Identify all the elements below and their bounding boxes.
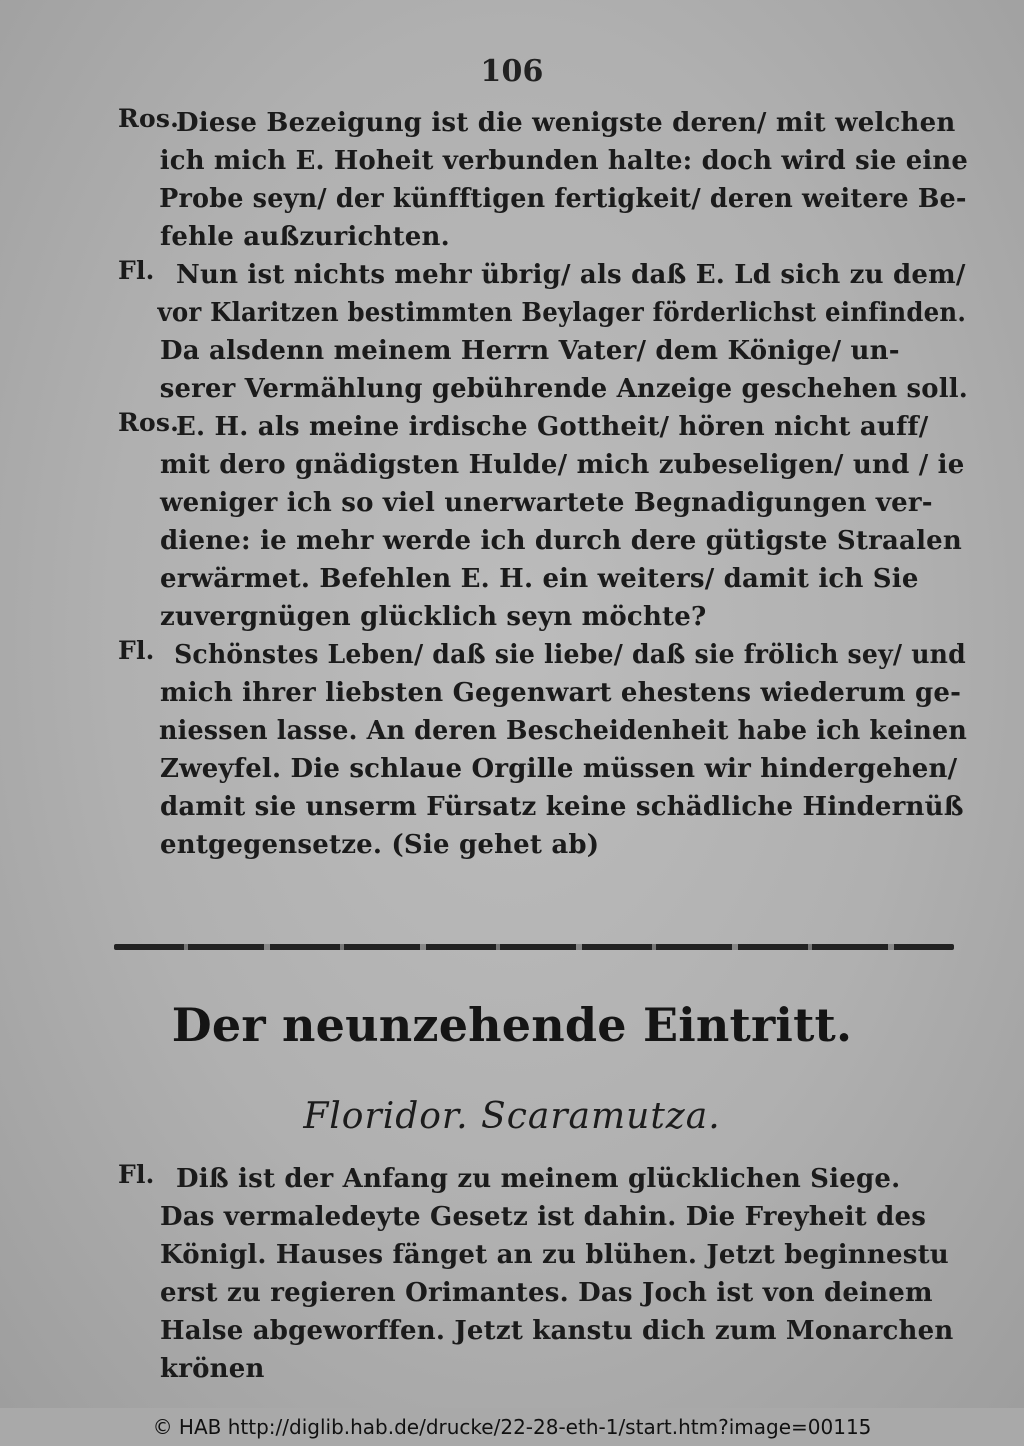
speech — [118, 104, 968, 256]
text-line: damit sie unserm Fürsatz keine schädliche Hindernüß — [160, 792, 964, 822]
speech — [118, 408, 968, 636]
speaker-label: Ros. — [118, 104, 180, 133]
speech — [118, 1160, 968, 1388]
dialogue-block — [118, 104, 968, 864]
speaker-label: Fl. — [118, 256, 155, 285]
final-dialogue-block — [118, 1160, 968, 1388]
ornamental-rule — [114, 944, 954, 950]
speaker-label: Ros. — [118, 408, 180, 437]
speaker-label: Fl. — [118, 1160, 155, 1189]
text-line: vor Klaritzen bestimmten Beylager förderlichst einfinden. — [157, 298, 967, 328]
text-line: krönen — [160, 1354, 265, 1384]
text-line: E. H. als meine irdische Gottheit/ hören nicht auff/ — [176, 412, 929, 442]
text-line: Königl. Hauses fänget an zu blühen. Jetzt beginnestu — [160, 1240, 949, 1270]
speaker-label: Fl. — [118, 636, 155, 665]
text-line: Da alsdenn meinem Herrn Vater/ dem Könige/ un- — [160, 336, 900, 366]
text-line: Probe seyn/ der künfftigen fertigkeit/ deren weitere Be- — [159, 184, 967, 214]
speech — [118, 636, 968, 864]
page-number: 106 — [480, 54, 544, 89]
text-line: erwärmet. Befehlen E. H. ein weiters/ damit ich Sie — [160, 564, 919, 594]
text-line: Diese Bezeigung ist die wenigste deren/ mit welchen — [176, 108, 956, 138]
text-line: Das vermaledeyte Gesetz ist dahin. Die Freyheit des — [160, 1202, 927, 1232]
copyright-footer: © HAB http://diglib.hab.de/drucke/22-28-eth-1/start.htm?image=00115 — [0, 1408, 1024, 1446]
text-line: zuvergnügen glücklich seyn möchte? — [160, 602, 707, 632]
text-line: Schönstes Leben/ daß sie liebe/ daß sie frölich sey/ und — [174, 640, 966, 670]
text-line: Diß ist der Anfang zu meinem glücklichen Siege. — [176, 1164, 901, 1194]
text-line: weniger ich so viel unerwartete Begnadigungen ver- — [160, 488, 933, 518]
speech — [118, 256, 968, 408]
text-line: ich mich E. Hoheit verbunden halte: doch wird sie eine — [159, 146, 969, 176]
persons-line: Floridor. Scaramutza. — [303, 1096, 721, 1137]
text-line: mit dero gnädigsten Hulde/ mich zubeseligen/ und / ie — [160, 450, 965, 480]
scene-heading: Der neunzehende Eintritt. — [171, 998, 853, 1052]
text-line: niessen lasse. An deren Bescheidenheit habe ich keinen — [158, 716, 967, 746]
text-line: serer Vermählung gebührende Anzeige geschehen soll. — [159, 374, 968, 404]
text-line: Nun ist nichts mehr übrig/ als daß E. Ld sich zu dem/ — [176, 260, 966, 290]
text-line: diene: ie mehr werde ich durch dere gütigste Straalen — [160, 526, 963, 556]
text-line: Zweyfel. Die schlaue Orgille müssen wir hindergehen/ — [160, 754, 958, 784]
text-line: fehle außzurichten. — [160, 222, 450, 252]
text-line: entgegensetze. (Sie gehet ab) — [160, 830, 600, 860]
text-line: mich ihrer liebsten Gegenwart ehestens wiederum ge- — [160, 678, 962, 708]
text-line: Halse abgeworffen. Jetzt kanstu dich zum Monarchen — [160, 1316, 954, 1346]
text-line: erst zu regieren Orimantes. Das Joch ist von deinem — [160, 1278, 933, 1308]
